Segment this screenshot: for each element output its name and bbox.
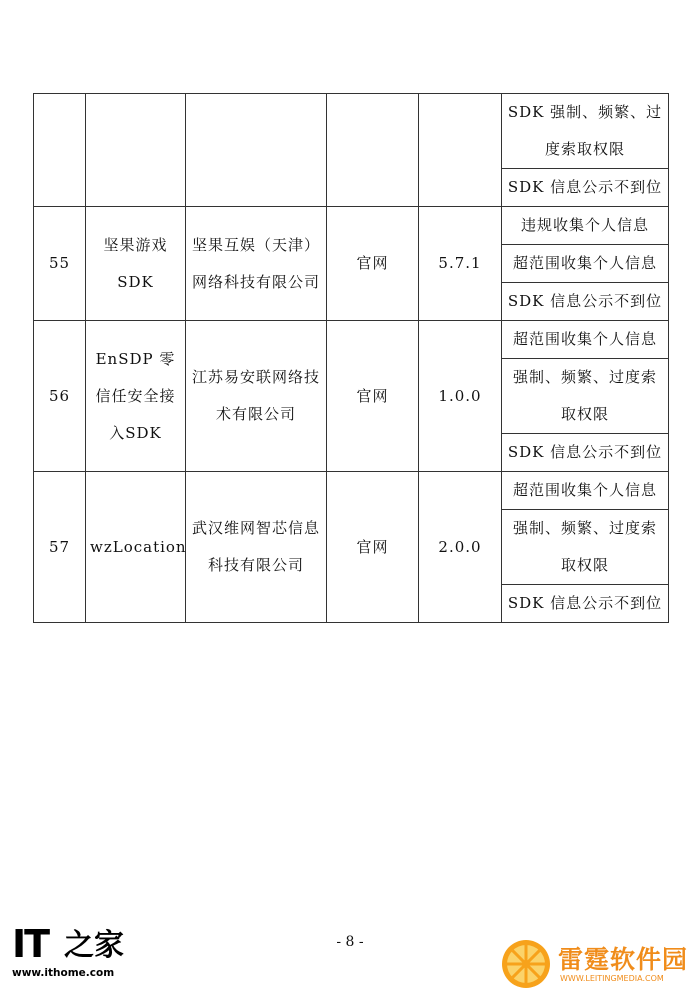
issue-cell: SDK 信息公示不到位 [502, 283, 669, 321]
source-cell: 官网 [327, 207, 419, 321]
issue-cell: SDK 强制、频繁、过度索取权限 [502, 94, 669, 169]
ithome-logo [12, 924, 127, 984]
source-cell: 官网 [327, 472, 419, 623]
sdk-name-cell [86, 94, 186, 207]
issue-cell: 强制、频繁、过度索取权限 [502, 510, 669, 585]
sdk-name-cell: wzLocation [86, 472, 186, 623]
version-cell: 5.7.1 [419, 207, 502, 321]
orange-slice-icon [500, 938, 552, 990]
issue-cell: 超范围收集个人信息 [502, 321, 669, 359]
version-cell: 1.0.0 [419, 321, 502, 472]
ithome-logo-url: www.ithome.com [12, 967, 115, 979]
issue-cell: SDK 信息公示不到位 [502, 169, 669, 207]
ithome-logo-cn: 之家 [64, 928, 124, 963]
leiting-logo-site: WWW.LEITINGMEDIA.COM [560, 974, 664, 983]
company-cell: 坚果互娱（天津）网络科技有限公司 [186, 207, 327, 321]
issue-cell: SDK 信息公示不到位 [502, 434, 669, 472]
num-cell: 56 [34, 321, 86, 472]
table-row [34, 94, 669, 169]
table-row [34, 321, 669, 359]
table-row [34, 207, 669, 245]
issue-cell: SDK 信息公示不到位 [502, 585, 669, 623]
issue-cell: 超范围收集个人信息 [502, 245, 669, 283]
sdk-table [33, 93, 669, 623]
issue-cell: 超范围收集个人信息 [502, 472, 669, 510]
ithome-logo-mark: IT [12, 922, 49, 966]
num-cell: 55 [34, 207, 86, 321]
version-cell [419, 94, 502, 207]
page-number: - 8 - [336, 934, 364, 950]
leiting-logo-name: 雷霆软件园 [558, 945, 689, 974]
num-cell [34, 94, 86, 207]
version-cell: 2.0.0 [419, 472, 502, 623]
issue-cell: 强制、频繁、过度索取权限 [502, 359, 669, 434]
leiting-logo [500, 938, 695, 990]
company-cell: 武汉维网智芯信息科技有限公司 [186, 472, 327, 623]
company-cell: 江苏易安联网络技术有限公司 [186, 321, 327, 472]
source-cell: 官网 [327, 321, 419, 472]
issue-cell: 违规收集个人信息 [502, 207, 669, 245]
num-cell: 57 [34, 472, 86, 623]
company-cell [186, 94, 327, 207]
source-cell [327, 94, 419, 207]
sdk-name-cell: 坚果游戏SDK [86, 207, 186, 321]
sdk-name-cell: EnSDP 零信任安全接入SDK [86, 321, 186, 472]
table-row [34, 472, 669, 510]
